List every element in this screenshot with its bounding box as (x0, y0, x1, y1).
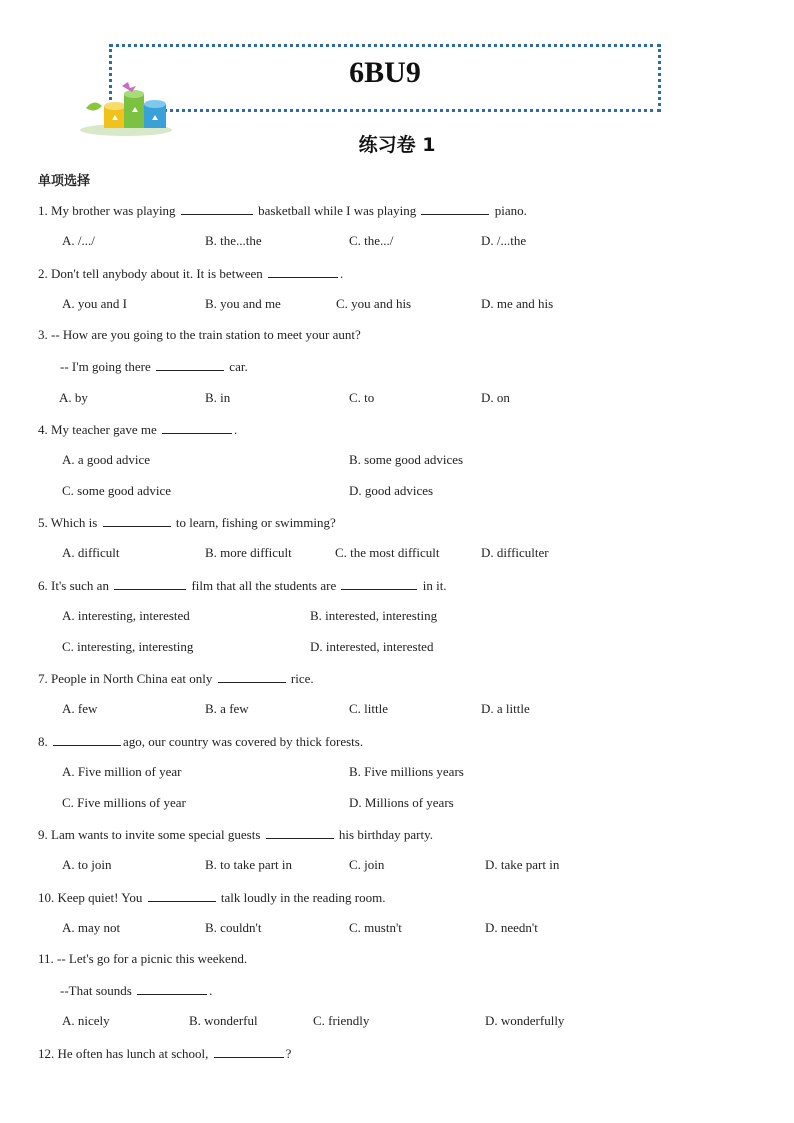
question-1-stem (38, 202, 527, 219)
question-11-followup (60, 982, 212, 999)
question-7-option-A[interactable]: A. few (62, 701, 98, 716)
question-7-option-D[interactable]: D. a little (481, 701, 530, 716)
question-text: . (234, 422, 238, 437)
answer-blank[interactable] (156, 358, 224, 371)
question-text: 5. Which is (38, 515, 101, 530)
question-7-option-C[interactable]: C. little (349, 701, 388, 716)
question-5-option-C[interactable]: C. the most difficult (335, 545, 440, 560)
question-1-option-A[interactable]: A. /.../ (62, 233, 95, 248)
worksheet-subtitle: 练习卷 1 (358, 134, 436, 156)
question-text: film that all the students are (188, 578, 340, 593)
section-heading: 单项选择 (38, 174, 91, 189)
question-8-stem (38, 733, 363, 750)
question-text: 3. -- How are you going to the train station to meet your aunt? (38, 327, 361, 342)
question-5-option-D[interactable]: D. difficulter (481, 545, 549, 560)
question-4-option-B[interactable]: B. some good advices (349, 452, 464, 467)
question-6-option-A[interactable]: A. interesting, interested (62, 608, 190, 623)
question-text: -- I'm going there (60, 359, 155, 374)
question-4-stem (38, 421, 237, 438)
question-12-stem (38, 1045, 291, 1062)
question-3-option-C[interactable]: C. to (349, 390, 375, 405)
question-1-option-B[interactable]: B. the...the (205, 233, 262, 248)
question-text: piano. (491, 203, 527, 218)
answer-blank[interactable] (268, 265, 338, 278)
answer-blank[interactable] (266, 826, 334, 839)
answer-blank[interactable] (137, 982, 207, 995)
question-10-stem (38, 889, 386, 906)
question-6-option-D[interactable]: D. interested, interested (310, 639, 434, 654)
question-text: . (340, 266, 344, 281)
question-3-option-A[interactable]: A. by (59, 390, 88, 405)
answer-blank[interactable] (218, 670, 286, 683)
question-3-option-B[interactable]: B. in (205, 390, 231, 405)
question-text: talk loudly in the reading room. (217, 890, 386, 905)
question-text: . (209, 983, 213, 998)
question-11-option-C[interactable]: C. friendly (313, 1013, 370, 1028)
question-text: 10. Keep quiet! You (38, 890, 146, 905)
answer-blank[interactable] (421, 202, 489, 215)
question-text: his birthday party. (335, 827, 434, 842)
answer-blank[interactable] (148, 889, 216, 902)
question-4-option-D[interactable]: D. good advices (349, 483, 434, 498)
question-text: rice. (287, 671, 314, 686)
question-4-option-A[interactable]: A. a good advice (62, 452, 151, 467)
question-9-option-D[interactable]: D. take part in (485, 857, 560, 872)
question-9-option-C[interactable]: C. join (349, 857, 385, 872)
question-5-option-A[interactable]: A. difficult (62, 545, 120, 560)
question-9-option-A[interactable]: A. to join (62, 857, 112, 872)
document-title: 6BU9 (349, 56, 421, 89)
question-10-option-D[interactable]: D. needn't (485, 920, 538, 935)
question-10-option-A[interactable]: A. may not (62, 920, 121, 935)
question-text: 2. Don't tell anybody about it. It is between (38, 266, 266, 281)
question-3-followup (60, 358, 248, 375)
question-5-option-B[interactable]: B. more difficult (205, 545, 292, 560)
question-text: --That sounds (60, 983, 136, 998)
question-11-option-B[interactable]: B. wonderful (189, 1013, 258, 1028)
question-10-option-C[interactable]: C. mustn't (349, 920, 402, 935)
question-2-option-A[interactable]: A. you and I (62, 296, 127, 311)
question-8-option-C[interactable]: C. Five millions of year (62, 795, 186, 810)
question-text: in it. (419, 578, 447, 593)
question-8-option-D[interactable]: D. Millions of years (349, 795, 454, 810)
question-9-stem (38, 826, 433, 843)
question-2-stem (38, 265, 343, 282)
question-text: 9. Lam wants to invite some special guests (38, 827, 264, 842)
bar-cylinders-logo-icon (78, 80, 174, 136)
question-7-stem (38, 670, 314, 687)
question-11-option-D[interactable]: D. wonderfully (485, 1013, 565, 1028)
question-text: 8. (38, 734, 51, 749)
question-text: to learn, fishing or swimming? (172, 515, 336, 530)
question-11-stem (38, 951, 247, 967)
question-2-option-B[interactable]: B. you and me (205, 296, 281, 311)
question-1-option-D[interactable]: D. /...the (481, 233, 527, 248)
question-9-option-B[interactable]: B. to take part in (205, 857, 293, 872)
question-text: 4. My teacher gave me (38, 422, 161, 437)
question-text: 11. -- Let's go for a picnic this weekend. (38, 951, 248, 966)
question-text: 1. My brother was playing (38, 203, 179, 218)
question-1-option-C[interactable]: C. the.../ (349, 233, 394, 248)
question-text: ago, our country was covered by thick forests. (123, 734, 364, 749)
answer-blank[interactable] (341, 577, 417, 590)
question-10-option-B[interactable]: B. couldn't (205, 920, 262, 935)
question-5-stem (38, 514, 336, 531)
question-8-option-A[interactable]: A. Five million of year (62, 764, 182, 779)
answer-blank[interactable] (162, 421, 232, 434)
question-text: basketball while I was playing (254, 203, 420, 218)
question-text: 7. People in North China eat only (38, 671, 216, 686)
question-text: 6. It's such an (38, 578, 113, 593)
question-4-option-C[interactable]: C. some good advice (62, 483, 172, 498)
question-3-stem (38, 327, 361, 343)
question-8-option-B[interactable]: B. Five millions years (349, 764, 464, 779)
question-2-option-C[interactable]: C. you and his (336, 296, 412, 311)
answer-blank[interactable] (114, 577, 186, 590)
answer-blank[interactable] (53, 733, 121, 746)
question-text: ? (285, 1046, 292, 1061)
question-2-option-D[interactable]: D. me and his (481, 296, 554, 311)
question-6-option-B[interactable]: B. interested, interesting (310, 608, 438, 623)
question-7-option-B[interactable]: B. a few (205, 701, 249, 716)
question-6-stem (38, 577, 447, 594)
answer-blank[interactable] (181, 202, 253, 215)
answer-blank[interactable] (214, 1045, 284, 1058)
question-3-option-D[interactable]: D. on (481, 390, 510, 405)
answer-blank[interactable] (103, 514, 171, 527)
question-text: car. (226, 359, 248, 374)
question-11-option-A[interactable]: A. nicely (62, 1013, 110, 1028)
question-text: 12. He often has lunch at school, (38, 1046, 212, 1061)
question-6-option-C[interactable]: C. interesting, interesting (62, 639, 194, 654)
